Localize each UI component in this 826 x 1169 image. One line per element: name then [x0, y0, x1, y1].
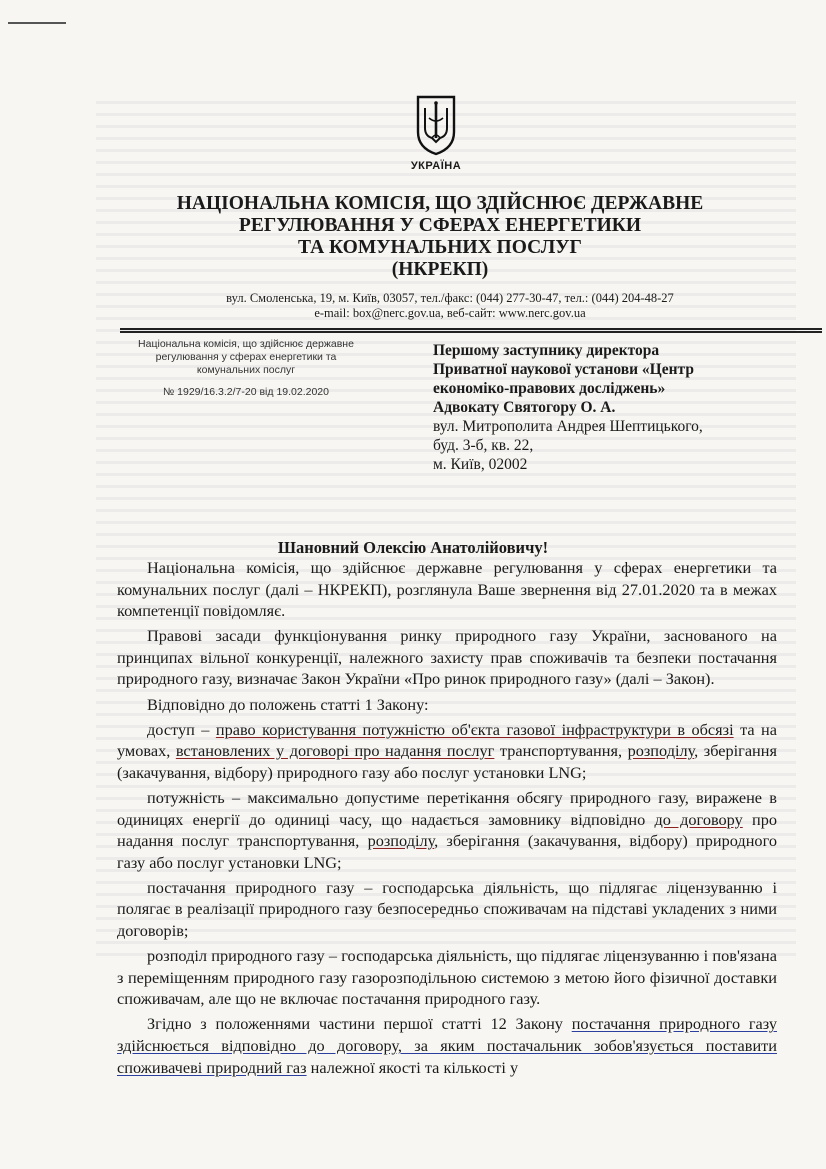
paragraph-article-12 — [117, 1013, 777, 1078]
addressee-city: м. Київ, 02002 — [433, 456, 528, 473]
registration-stamp — [112, 338, 380, 399]
organization-title — [120, 193, 760, 281]
org-contacts — [150, 291, 750, 321]
letter-body — [117, 557, 777, 1082]
underlined-text: постачання природного газу здійснюється відповідно до договору, за яким постачальник зобов'язується поставити споживачеві природний газ — [117, 1014, 777, 1077]
underlined-text: до договору — [654, 809, 743, 829]
paragraph: Національна комісія, що здійснює державне регулювання у сферах енергетики та комунальних послуг (далі – НКРЕКП), розглянула Ваше звернення від 27.01.2020 та в межах компетенції повідомляє. — [117, 558, 777, 621]
addressee-line: Першому заступнику директора — [433, 342, 660, 359]
underlined-text: право користування потужністю об'єкта газової інфраструктури в обсязі — [215, 719, 734, 739]
text-run: доступ – — [147, 719, 216, 739]
paragraph: Правові засади функціонування ринку природного газу України, заснованого на принципах вільної конкуренції, належного захисту прав споживачів та безпеки постачання природного газу, визначає Закон України «Про ринок природного газу» (далі – Закон). — [117, 626, 777, 689]
text-run: , зберігання (закачування, відбору) природного газу або послуг установки LNG; — [117, 741, 777, 782]
org-title-line: НАЦІОНАЛЬНА КОМІСІЯ, ЩО ЗДІЙСНЮЄ ДЕРЖАВНЕ — [176, 193, 704, 214]
text-run: належної якості та кількості у — [306, 1057, 519, 1077]
underlined-text: встановлених у договорі про надання послуг — [175, 741, 495, 761]
org-title-line: (НКРЕКП) — [391, 259, 489, 280]
stamp-line: Національна комісія, що здійснює державне — [138, 338, 354, 350]
registration-number: № 1929/16.3.2/7-20 від 19.02.2020 — [162, 386, 329, 398]
addressee-name: Адвокату Святогору О. А. — [433, 399, 616, 416]
definition-distribution: розподіл природного газу – господарська діяльність, що підлягає ліцензуванню і пов'язана з переміщенням природного газу газорозподільною системою з метою його фізичної доставки споживачам, але що не включає постачання природного газу. — [117, 946, 777, 1009]
addressee-address-line: буд. 3-б, кв. 22, — [433, 437, 534, 454]
text-run: Згідно з положеннями частини першої статті 12 Закону — [147, 1014, 572, 1034]
text-run: про надання послуг транспортування, — [117, 809, 777, 851]
org-title-line: ТА КОМУНАЛЬНИХ ПОСЛУГ — [298, 237, 582, 258]
definition-supply: постачання природного газу – господарська діяльність, що підлягає ліцензуванню і полягає в реалізації природного газу безпосередньо споживачам на підставі укладених з ними договорів; — [117, 877, 777, 940]
text-run: , зберігання (закачування, відбору) природного газу або послуг установки LNG; — [117, 831, 777, 872]
stamp-line: регулювання у сферах енергетики та — [155, 351, 337, 363]
greeting: Шановний Олексію Анатолійовичу! — [277, 538, 549, 557]
definition-access — [117, 719, 777, 784]
text-run: та на умовах, — [117, 719, 777, 761]
addressee-line: економіко-правових досліджень» — [433, 380, 666, 397]
header-divider — [120, 328, 822, 333]
addressee-block — [433, 341, 803, 474]
corner-mark — [8, 22, 66, 24]
addressee-address-line: вул. Митрополита Андрея Шептицького, — [433, 418, 703, 435]
org-title-line: РЕГУЛЮВАННЯ У СФЕРАХ ЕНЕРГЕТИКИ — [238, 215, 642, 236]
addressee-line: Приватної наукової установи «Центр — [433, 361, 694, 378]
country-label: УКРАЇНА — [410, 160, 462, 172]
stamp-line: комунальних послуг — [196, 364, 296, 376]
coat-of-arms-icon — [415, 94, 457, 156]
text-run: потужність – максимально допустиме перетікання обсягу природного газу, виражене в одиницях енергії до одиниці часу, що надається замовнику відповідно — [117, 787, 777, 829]
text-run: транспортування, — [494, 741, 628, 761]
underlined-text: розподілу — [627, 741, 695, 761]
org-email-website: e-mail: box@nerc.gov.ua, веб-сайт: www.nerc.gov.ua — [314, 306, 586, 320]
definition-capacity — [117, 787, 777, 873]
underlined-text: розподілу — [367, 831, 435, 851]
paragraph: Відповідно до положень статті 1 Закону: — [147, 694, 429, 714]
org-address: вул. Смоленська, 19, м. Київ, 03057, тел./факс: (044) 277-30-47, тел.: (044) 204-48-27 — [226, 291, 674, 305]
